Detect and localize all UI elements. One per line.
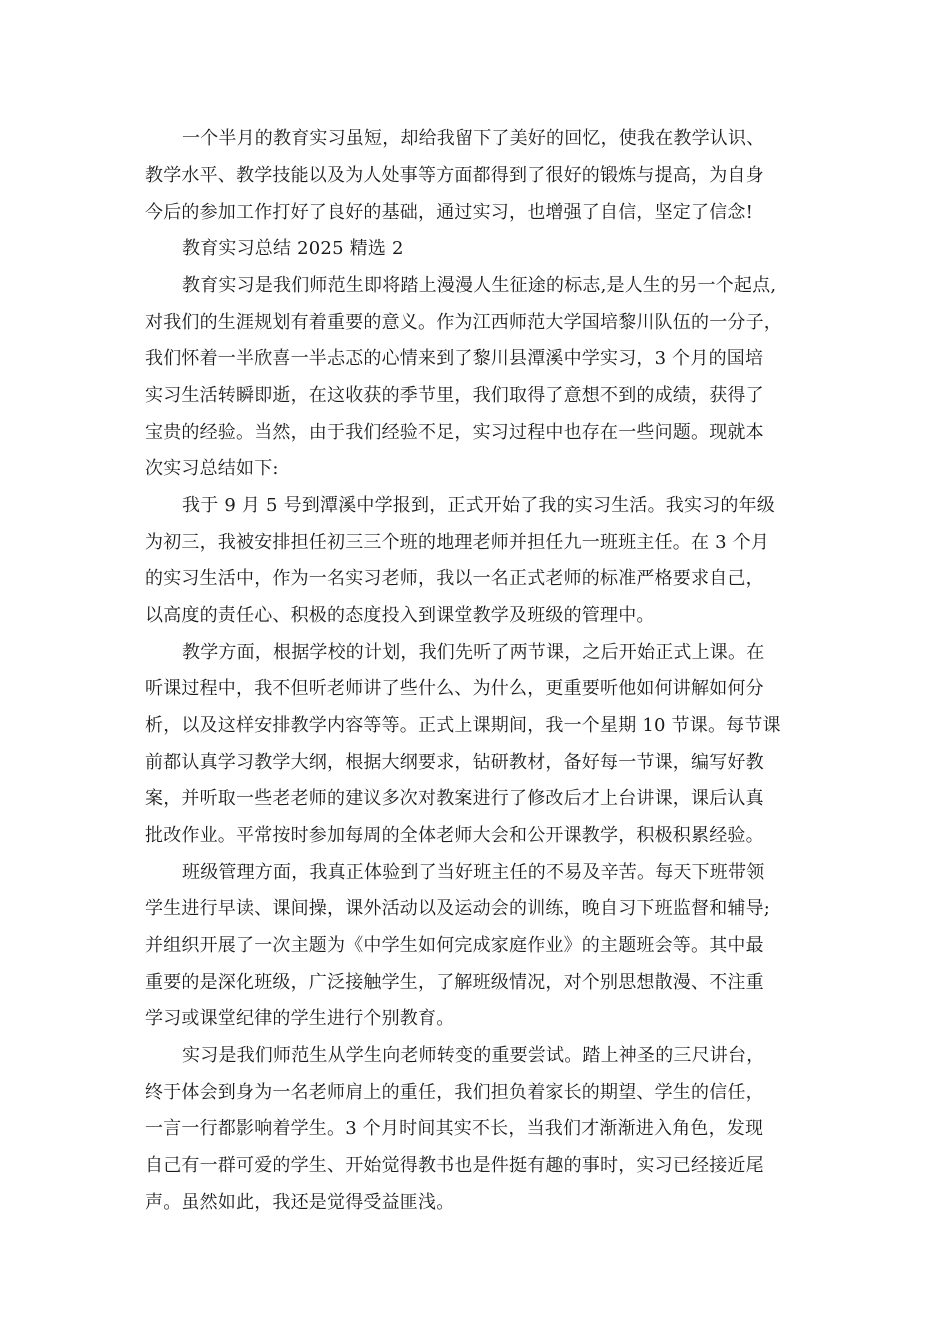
- paragraph-line: 次实习总结如下:: [145, 458, 279, 479]
- paragraph-line: 一个半月的教育实习虽短，却给我留下了美好的回忆，使我在教学认识、: [182, 128, 765, 149]
- paragraph-line: 学生进行早读、课间操，课外活动以及运动会的训练，晚自习下班监督和辅导;: [145, 898, 771, 919]
- paragraph-line: 班级管理方面，我真正体验到了当好班主任的不易及辛苦。每天下班带领: [182, 862, 765, 883]
- paragraph-line: 我于 9 月 5 号到潭溪中学报到，正式开始了我的实习生活。我实习的年级: [182, 495, 775, 516]
- paragraph-line: 教学水平、教学技能以及为人处事等方面都得到了很好的锻炼与提高，为自身: [145, 165, 764, 186]
- paragraph-line: 一言一行都影响着学生。3 个月时间其实不长，当我们才渐渐进入角色，发现: [145, 1118, 764, 1139]
- paragraph-line: 前都认真学习教学大纲，根据大纲要求，钻研教材，备好每一节课，编写好教: [145, 752, 764, 773]
- section-heading: 教育实习总结 2025 精选 2: [182, 238, 404, 259]
- paragraph-line: 为初三，我被安排担任初三三个班的地理老师并担任九一班班主任。在 3 个月: [145, 532, 770, 553]
- paragraph-line: 实习是我们师范生从学生向老师转变的重要尝试。踏上神圣的三尺讲台，: [182, 1045, 765, 1066]
- paragraph-line: 实习生活转瞬即逝，在这收获的季节里，我们取得了意想不到的成绩，获得了: [145, 385, 764, 406]
- paragraph-line: 析，以及这样安排教学内容等等。正式上课期间，我一个星期 10 节课。每节课: [145, 715, 781, 736]
- paragraph-line: 重要的是深化班级，广泛接触学生，了解班级情况，对个别思想散漫、不注重: [145, 972, 764, 993]
- paragraph-line: 的实习生活中，作为一名实习老师，我以一名正式老师的标准严格要求自己，: [145, 568, 764, 589]
- paragraph-line: 终于体会到身为一名老师肩上的重任，我们担负着家长的期望、学生的信任，: [145, 1082, 764, 1103]
- paragraph-line: 声。虽然如此，我还是觉得受益匪浅。: [145, 1192, 455, 1213]
- paragraph-line: 教育实习是我们师范生即将踏上漫漫人生征途的标志,是人生的另一个起点,: [182, 275, 777, 296]
- paragraph-line: 案，并听取一些老老师的建议多次对教案进行了修改后才上台讲课，课后认真: [145, 788, 764, 809]
- paragraph-line: 教学方面，根据学校的计划，我们先听了两节课，之后开始正式上课。在: [182, 642, 765, 663]
- paragraph-line: 宝贵的经验。当然，由于我们经验不足，实习过程中也存在一些问题。现就本: [145, 422, 764, 443]
- paragraph-line: 我们怀着一半欣喜一半忐忑的心情来到了黎川县潭溪中学实习，3 个月的国培: [145, 348, 764, 369]
- paragraph-line: 并组织开展了一次主题为《中学生如何完成家庭作业》的主题班会等。其中最: [145, 935, 764, 956]
- paragraph-line: 以高度的责任心、积极的态度投入到课堂教学及班级的管理中。: [145, 605, 655, 626]
- paragraph-line: 今后的参加工作打好了良好的基础，通过实习，也增强了自信，坚定了信念!: [145, 202, 754, 223]
- paragraph-line: 学习或课堂纪律的学生进行个别教育。: [145, 1008, 455, 1029]
- paragraph-line: 批改作业。平常按时参加每周的全体老师大会和公开课教学，积极积累经验。: [145, 825, 764, 846]
- paragraph-line: 自己有一群可爱的学生、开始觉得教书也是件挺有趣的事时，实习已经接近尾: [145, 1155, 764, 1176]
- paragraph-line: 对我们的生涯规划有着重要的意义。作为江西师范大学国培黎川队伍的一分子，: [145, 312, 782, 333]
- paragraph-line: 听课过程中，我不但听老师讲了些什么、为什么，更重要听他如何讲解如何分: [145, 678, 764, 699]
